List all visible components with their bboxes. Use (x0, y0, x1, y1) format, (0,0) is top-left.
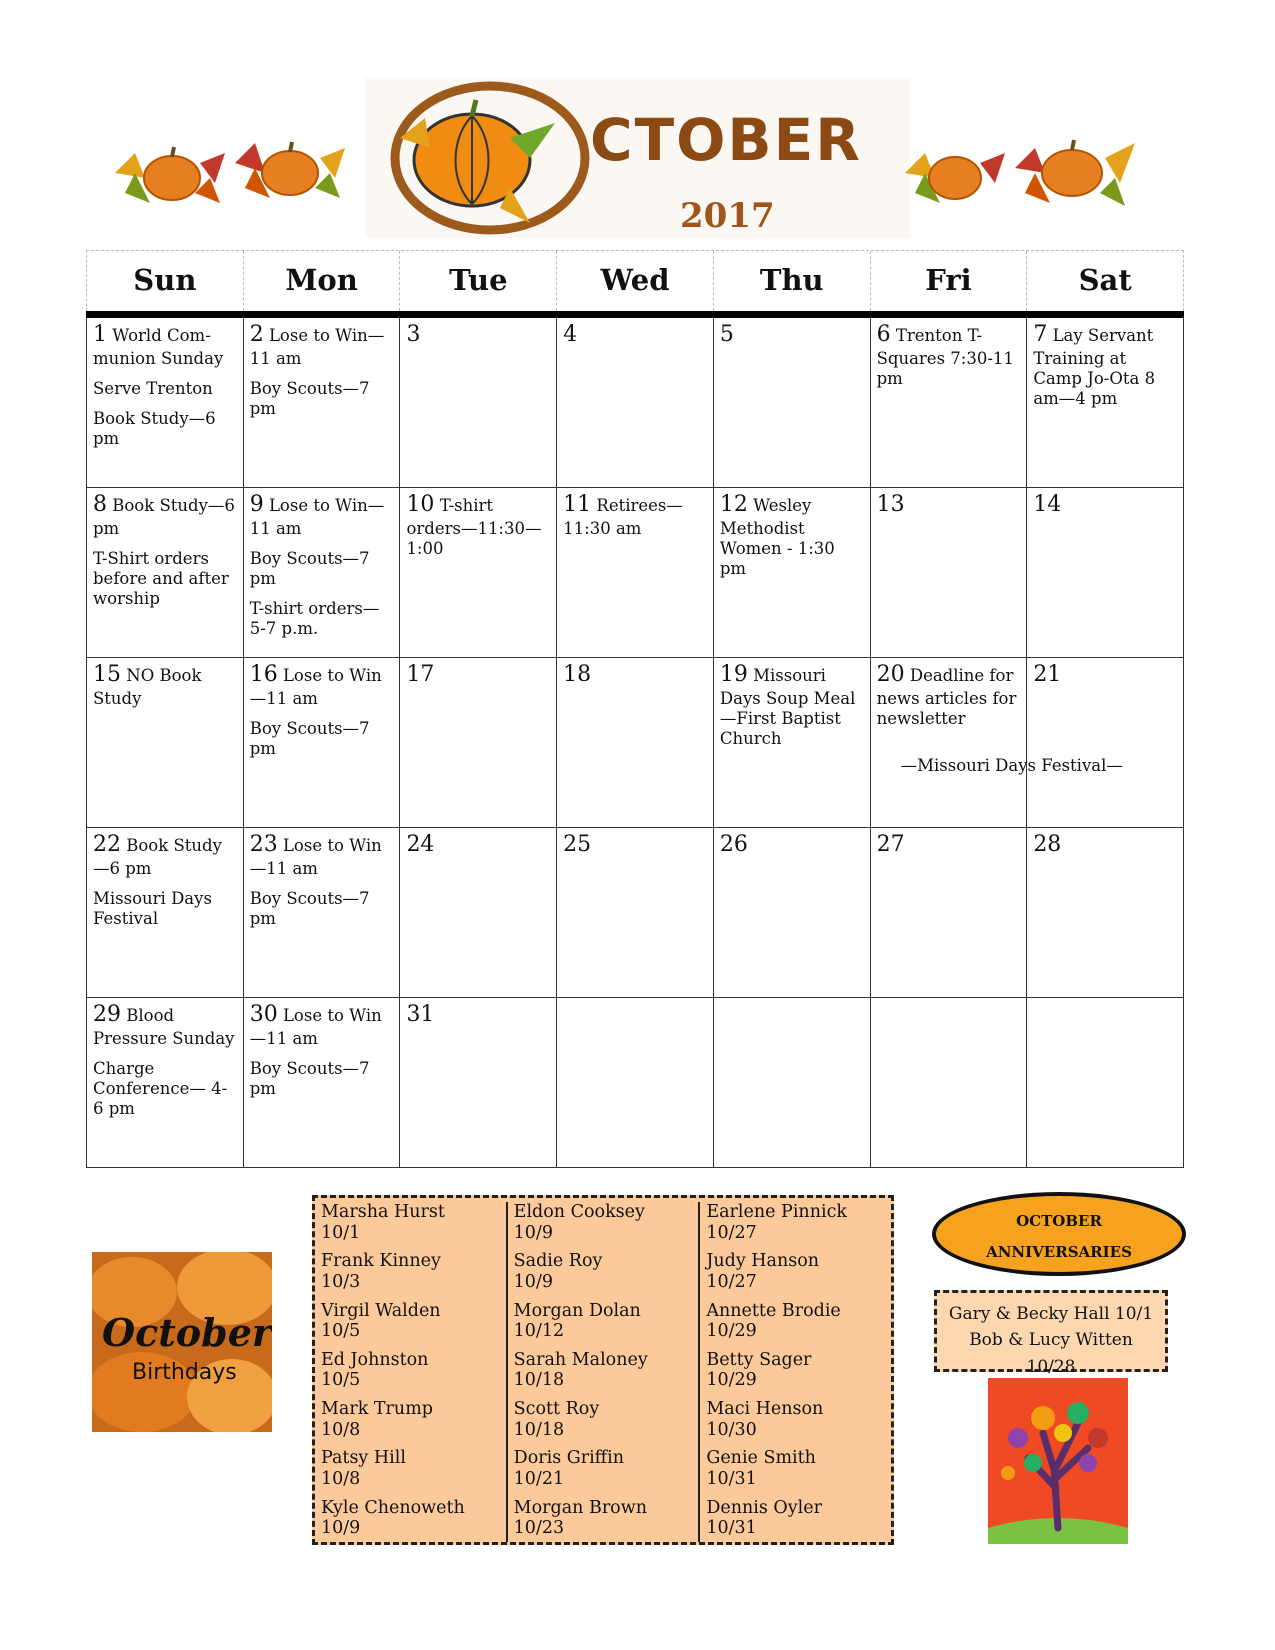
calendar-day (244, 318, 401, 487)
day-entry (877, 492, 1021, 519)
birthday-entry (321, 1498, 506, 1539)
day-entry (563, 662, 707, 689)
weekday-label: Thu (714, 251, 871, 311)
header-divider (86, 311, 1184, 318)
birthday-entry (706, 1399, 891, 1440)
calendar-day (714, 998, 871, 1167)
event-text: Boy Scouts—7 pm (249, 378, 370, 419)
event-text: Serve Trenton (93, 378, 213, 398)
birthday-name: Maci Henson (706, 1399, 824, 1420)
day-number: 25 (563, 832, 592, 857)
year-title: 2017 (680, 196, 775, 236)
birthday-date: 10/8 (321, 1419, 361, 1440)
calendar-grid (86, 318, 1184, 1168)
day-number: 23 (249, 832, 278, 857)
event-text: Book Study—6 pm (93, 496, 235, 538)
calendar-day (87, 998, 244, 1167)
birthday-name: Morgan Dolan (513, 1300, 641, 1321)
autumn-tree-image (988, 1378, 1128, 1544)
birthday-name: Morgan Brown (513, 1497, 647, 1518)
day-number: 13 (876, 492, 905, 517)
calendar-day (871, 828, 1028, 997)
birthday-date: 10/8 (321, 1469, 361, 1490)
birthdays-column (698, 1202, 891, 1542)
birthday-date: 10/3 (321, 1271, 361, 1292)
birthday-name: Scott Roy (513, 1399, 600, 1420)
day-entry (720, 662, 864, 749)
october-birthdays-image (92, 1252, 272, 1432)
birthday-name: Mark Trump (321, 1399, 433, 1420)
festival-span-text: —Missouri Days Festival— (900, 756, 1123, 775)
calendar-day (714, 488, 871, 657)
day-number: 2 (249, 322, 264, 347)
day-number: 9 (249, 492, 264, 517)
calendar-day (400, 828, 557, 997)
month-title: CTOBER (590, 106, 862, 174)
day-entry (406, 832, 550, 859)
day-entry (406, 1002, 550, 1029)
weekday-header (86, 250, 1184, 311)
event-text: Boy Scouts—7 pm (249, 888, 370, 929)
day-number: 18 (563, 662, 592, 687)
birthday-date: 10/29 (706, 1370, 757, 1391)
calendar-week (87, 658, 1184, 828)
event-text: Retirees—11:30 am (563, 496, 683, 538)
calendar-day (714, 658, 871, 827)
birthday-name: Betty Sager (706, 1349, 812, 1370)
day-entry (406, 492, 550, 559)
calendar-day (244, 658, 401, 827)
day-number: 3 (406, 322, 421, 347)
birthday-entry (706, 1251, 891, 1292)
event-text: Boy Scouts—7 pm (249, 718, 370, 759)
day-number: 8 (93, 492, 107, 517)
day-number: 24 (406, 832, 435, 857)
birthday-name: Virgil Walden (321, 1300, 441, 1321)
calendar-week (87, 318, 1184, 488)
day-number: 20 (876, 662, 905, 687)
birthday-name: Judy Hanson (706, 1251, 820, 1272)
birthday-entry (706, 1202, 891, 1243)
birthday-date: 10/29 (706, 1321, 757, 1342)
day-entry (563, 322, 707, 349)
day-entry (1033, 322, 1177, 409)
birthday-date: 10/27 (706, 1271, 757, 1292)
pumpkin-cluster-icon (900, 133, 1010, 213)
birthday-date: 10/18 (513, 1419, 565, 1440)
day-entry (250, 1002, 394, 1049)
weekday-label: Sat (1078, 263, 1132, 297)
day-number: 16 (249, 662, 278, 687)
day-entry (250, 322, 394, 369)
calendar-day (1027, 828, 1184, 997)
calendar-day (557, 318, 714, 487)
birthday-entry (321, 1301, 506, 1342)
birthday-date: 10/9 (513, 1222, 553, 1243)
birthday-date: 10/9 (321, 1518, 361, 1539)
calendar-day (87, 828, 244, 997)
day-entry (720, 492, 864, 579)
day-entry (250, 662, 394, 709)
pumpkin-cluster-icon (230, 128, 350, 208)
day-entry (250, 832, 394, 879)
birthdays-list (312, 1195, 894, 1545)
calendar-day (400, 318, 557, 487)
day-entry (877, 832, 1021, 859)
birthday-entry (514, 1202, 699, 1243)
calendar-day (400, 998, 557, 1167)
birthday-date: 10/12 (513, 1321, 565, 1342)
day-entry (250, 492, 394, 539)
calendar-day (87, 488, 244, 657)
calendar-day (714, 318, 871, 487)
event-text: Missouri Days Soup Meal—First Baptist Church (719, 666, 856, 749)
pumpkin-cluster-icon (1010, 128, 1140, 213)
calendar-day (1027, 318, 1184, 487)
pumpkin-ring-icon (380, 78, 600, 238)
calendar-day (714, 828, 871, 997)
event-text: Deadline for news articles for newsletter (876, 666, 1017, 728)
calendar-day (1027, 658, 1184, 827)
birthday-date: 10/30 (706, 1419, 757, 1440)
day-entry (406, 662, 550, 689)
birthday-entry (321, 1251, 506, 1292)
anniversaries-title-line2: ANNIVERSARIES (986, 1243, 1132, 1261)
birthday-name: Eldon Cooksey (513, 1202, 645, 1222)
day-number: 5 (719, 322, 734, 347)
birthday-entry (514, 1301, 699, 1342)
birthday-entry (514, 1448, 699, 1489)
event-text: Lose to Win—11 am (249, 1006, 382, 1048)
anniversaries-list (934, 1290, 1168, 1377)
weekday-label: Mon (244, 251, 401, 311)
event-text: Lose to Win—11 am (249, 836, 382, 878)
day-number: 12 (719, 492, 748, 517)
day-number: 19 (719, 662, 748, 687)
anniversaries-title (932, 1192, 1186, 1276)
calendar-week (87, 828, 1184, 998)
birthday-entry (706, 1498, 891, 1539)
calendar-day (244, 998, 401, 1167)
day-entry (93, 1002, 237, 1049)
event-text: Blood Pressure Sunday (93, 1006, 235, 1048)
day-number: 11 (563, 492, 592, 517)
birthday-date: 10/9 (513, 1271, 553, 1292)
birthday-entry (514, 1350, 699, 1391)
day-number: 4 (563, 322, 578, 347)
birthday-entry (706, 1448, 891, 1489)
birthday-date: 10/31 (706, 1469, 757, 1490)
birthday-name: Dennis Oyler (706, 1497, 822, 1518)
birthday-entry (706, 1301, 891, 1342)
birthdays-word: October (102, 1310, 272, 1355)
calendar-day (871, 318, 1028, 487)
pumpkin-cluster-icon (110, 133, 230, 213)
calendar-day (557, 488, 714, 657)
event-text: Missouri Days Festival (93, 888, 212, 929)
day-number: 29 (93, 1002, 121, 1027)
birthday-name: Earlene Pinnick (706, 1202, 847, 1222)
calendar-week (87, 998, 1184, 1168)
event-text: Trenton T-Squares 7:30-11 pm (876, 326, 1014, 388)
day-number: 30 (249, 1002, 278, 1027)
weekday-label: Tue (400, 251, 557, 311)
day-number: 17 (406, 662, 435, 687)
calendar-day (400, 488, 557, 657)
birthday-entry (321, 1448, 506, 1489)
event-text: T-shirt orders—11:30—1:00 (406, 496, 542, 558)
birthdays-sub: Birthdays (132, 1360, 237, 1385)
tree-icon (988, 1378, 1128, 1544)
day-number: 26 (719, 832, 748, 857)
birthday-date: 10/1 (321, 1222, 361, 1243)
day-entry (1033, 832, 1177, 859)
day-number: 14 (1033, 492, 1062, 517)
day-entry (1033, 492, 1177, 519)
calendar-day (87, 658, 244, 827)
day-entry (93, 322, 237, 369)
calendar-day (1027, 488, 1184, 657)
day-entry (1033, 662, 1177, 689)
birthday-name: Sarah Maloney (513, 1349, 648, 1370)
day-number: 7 (1033, 322, 1048, 347)
event-text: Charge Conference— 4-6 pm (93, 1058, 228, 1119)
event-text: Book Study—6 pm (93, 836, 222, 878)
day-entry (93, 492, 237, 539)
day-number: 1 (93, 322, 107, 347)
birthday-date: 10/31 (706, 1518, 757, 1539)
day-number: 28 (1033, 832, 1062, 857)
day-entry (720, 832, 864, 859)
birthday-name: Patsy Hill (321, 1448, 406, 1469)
event-text: Boy Scouts—7 pm (249, 548, 370, 589)
day-entry (563, 492, 707, 539)
anniversary-entry: Bob & Lucy Witten 10/28 (969, 1330, 1133, 1377)
weekday-label: Sun (87, 251, 244, 311)
calendar-day (1027, 998, 1184, 1167)
birthday-entry (514, 1251, 699, 1292)
birthday-name: Sadie Roy (513, 1251, 603, 1272)
event-text: NO Book Study (93, 666, 202, 708)
day-entry (406, 322, 550, 349)
birthday-entry (321, 1202, 506, 1243)
day-number: 15 (93, 662, 121, 687)
day-entry (877, 662, 1021, 729)
birthday-date: 10/27 (706, 1222, 757, 1243)
event-text: Wesley Methodist Women - 1:30 pm (719, 496, 835, 579)
birthday-entry (321, 1350, 506, 1391)
birthday-name: Marsha Hurst (321, 1202, 445, 1222)
calendar-day (244, 488, 401, 657)
day-entry (877, 322, 1021, 389)
calendar-day (557, 998, 714, 1167)
birthday-entry (321, 1399, 506, 1440)
calendar (86, 250, 1184, 1168)
birthdays-column (506, 1202, 699, 1542)
birthday-entry (514, 1399, 699, 1440)
birthday-entry (514, 1498, 699, 1539)
event-text: Book Study—6 pm (93, 409, 216, 449)
day-number: 6 (876, 322, 891, 347)
day-entry (720, 322, 864, 349)
calendar-header (110, 78, 1140, 248)
birthdays-column (315, 1202, 506, 1542)
calendar-day (244, 828, 401, 997)
event-text: Lay Servant Training at Camp Jo-Ota 8 am—4 pm (1033, 326, 1156, 409)
day-entry (93, 832, 237, 879)
birthday-name: Frank Kinney (321, 1251, 441, 1272)
birthday-entry (706, 1350, 891, 1391)
day-number: 21 (1033, 662, 1062, 687)
calendar-day (87, 318, 244, 487)
birthday-name: Genie Smith (706, 1448, 816, 1469)
event-text: Lose to Win—11 am (249, 496, 385, 538)
birthday-date: 10/5 (321, 1321, 361, 1342)
event-text: Lose to Win—11 am (249, 326, 385, 368)
calendar-day (871, 998, 1028, 1167)
event-text: World Com-munion Sunday (93, 326, 224, 368)
birthday-name: Doris Griffin (513, 1448, 624, 1469)
day-number: 27 (876, 832, 905, 857)
weekday-label: Fri (871, 251, 1028, 311)
birthday-date: 10/18 (513, 1370, 565, 1391)
birthday-date: 10/5 (321, 1370, 361, 1391)
event-text: Lose to Win—11 am (249, 666, 382, 708)
event-text: T-shirt orders—5-7 p.m. (249, 599, 380, 639)
calendar-day (400, 658, 557, 827)
birthday-name: Kyle Chenoweth (321, 1497, 465, 1518)
event-text: Boy Scouts—7 pm (249, 1058, 370, 1099)
calendar-day (557, 828, 714, 997)
anniversary-entry: Gary & Becky Hall 10/1 (948, 1304, 1154, 1324)
event-text: T-Shirt orders before and after worship (93, 548, 229, 609)
day-entry (93, 662, 237, 709)
birthday-date: 10/21 (513, 1469, 565, 1490)
anniversaries-title-line1: OCTOBER (1016, 1212, 1102, 1230)
day-number: 31 (406, 1002, 435, 1027)
day-number: 22 (93, 832, 121, 857)
calendar-day (557, 658, 714, 827)
birthday-name: Ed Johnston (321, 1349, 429, 1370)
weekday-label: Wed (557, 251, 714, 311)
birthday-name: Annette Brodie (706, 1300, 841, 1321)
calendar-week (87, 488, 1184, 658)
day-entry (563, 832, 707, 859)
calendar-day (871, 488, 1028, 657)
day-number: 10 (406, 492, 435, 517)
birthday-date: 10/23 (513, 1518, 565, 1539)
